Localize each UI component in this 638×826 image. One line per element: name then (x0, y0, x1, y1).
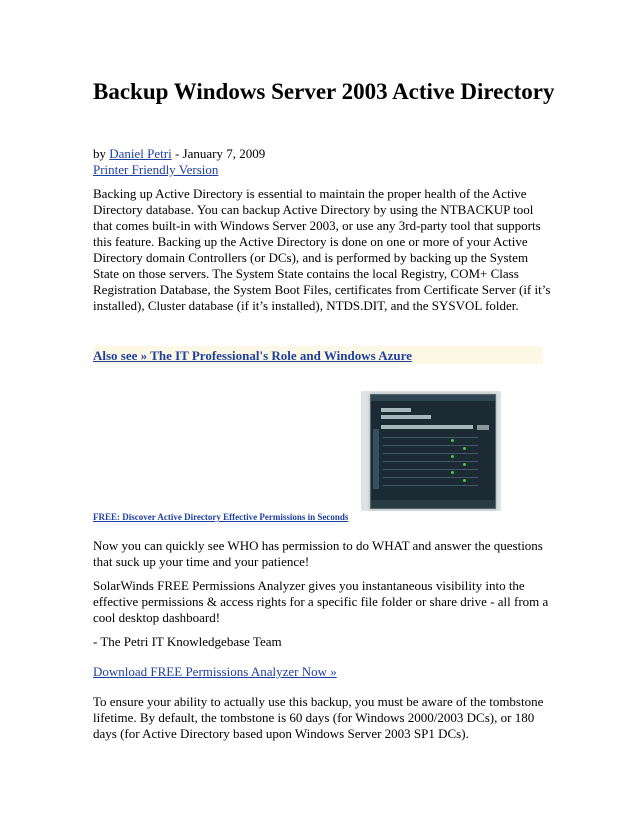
check-icon (463, 447, 466, 450)
article-title: Backup Windows Server 2003 Active Directory (93, 79, 555, 104)
window-row (383, 453, 478, 454)
promo-link[interactable]: FREE: Discover Active Directory Effective Permissions in Seconds (93, 512, 349, 522)
author-link[interactable]: Daniel Petri (109, 146, 172, 161)
permissions-analyzer-screenshot (361, 391, 501, 511)
window-field-2 (381, 425, 473, 429)
window-button (477, 425, 489, 430)
window-row (383, 469, 478, 470)
team-signature: - The Petri IT Knowledgebase Team (93, 634, 282, 649)
check-icon (463, 479, 466, 482)
window-titlebar (371, 395, 495, 401)
byline-prefix: by (93, 146, 110, 161)
promo-paragraph-1: Now you can quickly see WHO has permission to do WHAT and answer the questions that suck up your time and your patience! (93, 538, 543, 569)
check-icon (463, 463, 466, 466)
window-row (383, 461, 478, 462)
printer-friendly-link[interactable]: Printer Friendly Version (93, 162, 219, 177)
window-footer (371, 500, 495, 508)
app-window-image (370, 394, 496, 509)
byline (93, 146, 553, 178)
also-see-link[interactable]: Also see » The IT Professional's Role and Windows Azure (93, 348, 412, 363)
window-row (383, 485, 478, 486)
window-sidebar (373, 429, 379, 489)
window-field-1 (381, 415, 431, 419)
check-icon (451, 471, 454, 474)
window-row (383, 445, 478, 446)
download-link[interactable]: Download FREE Permissions Analyzer Now » (93, 664, 337, 679)
byline-date: - January 7, 2009 (171, 146, 266, 161)
tombstone-paragraph: To ensure your ability to actually use this backup, you must be aware of the tombstone lifetime. By default, the tombstone is 60 days (for Windows 2000/2003 DCs), or 180 days (for Active Directory based upon Windows Server 2003 SP1 DCs). (93, 694, 544, 741)
check-icon (451, 439, 454, 442)
intro-paragraph: Backing up Active Directory is essential to maintain the proper health of the Active Directory database. You can backup Active Directory by using the NTBACKUP tool that comes built-in with Windows Server 2003, or use any 3rd-party tool that supports this feature. Backing up the Active Directory is done on one or more of your Active Directory domain Controllers (or DCs), and is performed by backing up the System State on those servers. The System State contains the local Registry, COM+ Class Registration Database, the System Boot Files, certificates from Certificate Server (if it’s installed), Cluster database (if it’s installed), NTDS.DIT, and the SYSVOL folder. (93, 186, 551, 313)
window-label-1 (381, 408, 411, 412)
promo-paragraph-2: SolarWinds FREE Permissions Analyzer gives you instantaneous visibility into the effective permissions & access rights for a specific file folder or share drive - all from a cool desktop dashboard! (93, 578, 549, 625)
window-row (383, 477, 478, 478)
check-icon (451, 455, 454, 458)
window-row (383, 437, 478, 438)
